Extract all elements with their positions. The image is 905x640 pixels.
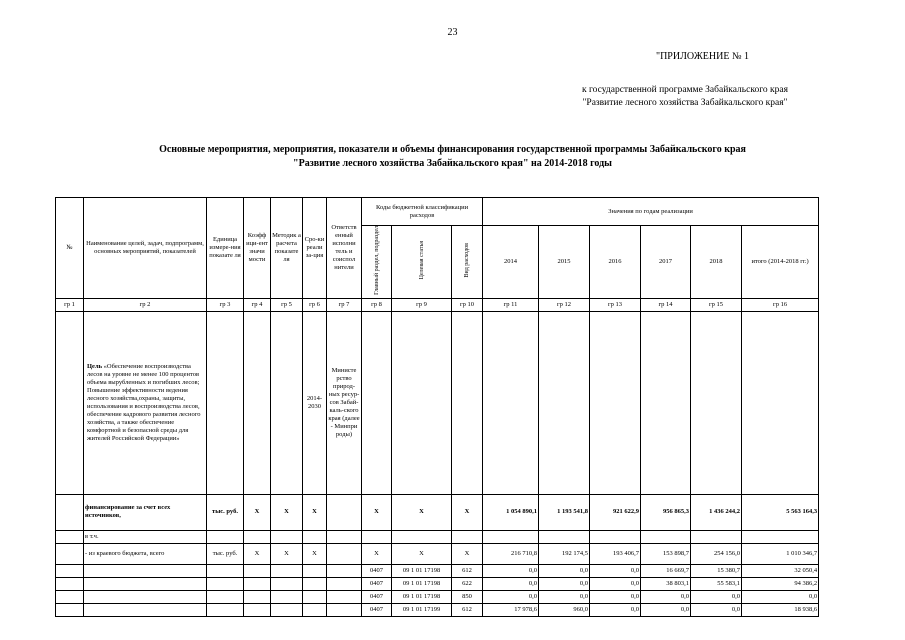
- column-number-row: [56, 298, 819, 311]
- header-coef: Коэфф ици-ент значи мости: [244, 198, 271, 299]
- goal-method: [271, 311, 303, 494]
- header-2014: 2014: [483, 226, 539, 299]
- budget-line-target: 09 1 01 17198: [392, 590, 452, 603]
- financing-target: X: [392, 494, 452, 530]
- empty-cell: [271, 590, 303, 603]
- column-number-cell: гр 3: [207, 298, 244, 311]
- goal-term: 2014-2030: [303, 311, 327, 494]
- budget-line-gr: 0407: [362, 577, 392, 590]
- regional-term: X: [303, 543, 327, 564]
- budget-line-y2016: 0,0: [590, 564, 641, 577]
- header-code-target: [392, 226, 452, 299]
- empty-cell: [327, 577, 362, 590]
- empty-cell: [244, 564, 271, 577]
- header-code-gr-text: Главный раздел, подраздел: [373, 226, 380, 295]
- financing-type: X: [452, 494, 483, 530]
- budget-line-total: 0,0: [742, 590, 819, 603]
- header-code-type: [452, 226, 483, 299]
- budget-line-type: 850: [452, 590, 483, 603]
- budget-line-y2014: 0,0: [483, 564, 539, 577]
- financing-2015: 1 193 541,8: [539, 494, 590, 530]
- financing-responsible: [327, 494, 362, 530]
- header-budget-codes: Коды бюджетной классификации расходов: [362, 198, 483, 226]
- regional-gr: X: [362, 543, 392, 564]
- including-empty: [244, 530, 271, 543]
- empty-cell: [56, 564, 84, 577]
- budget-line-y2016: 0,0: [590, 603, 641, 616]
- header-num: №: [56, 198, 84, 299]
- budget-line-target: 09 1 01 17199: [392, 603, 452, 616]
- including-empty: [691, 530, 742, 543]
- financing-coef: X: [244, 494, 271, 530]
- appendix-subtitle: [540, 84, 830, 110]
- header-row-1: [56, 198, 819, 226]
- empty-cell: [327, 603, 362, 616]
- empty-cell: [303, 603, 327, 616]
- column-number-cell: гр 15: [691, 298, 742, 311]
- budget-line-y2017: 0,0: [641, 603, 691, 616]
- financing-gr: X: [362, 494, 392, 530]
- subtitle-line-1: к государственной программе Забайкальского края: [582, 85, 788, 95]
- column-number-cell: гр 6: [303, 298, 327, 311]
- column-number-cell: гр 8: [362, 298, 392, 311]
- budget-line-row: [56, 603, 819, 616]
- including-num: [56, 530, 84, 543]
- goal-text: «Обеспечение воспроизводства лесов на уровне не менее 100 процентов объема вырубленных и погибших лесов; Повышение эффективности ведения лесного хозяйства,охраны, защиты, использования и воспроизводства лесов, обеспечение кадрового развития лесного хозяйства, а также обеспечение комфортной и безопасной среды для жителей Российской Федерации»: [87, 362, 201, 442]
- budget-line-row: [56, 577, 819, 590]
- header-2017: 2017: [641, 226, 691, 299]
- goal-empty: [590, 311, 641, 494]
- regional-num: [56, 543, 84, 564]
- budget-line-type: 612: [452, 564, 483, 577]
- header-term: Сро-ки реали за-ция: [303, 198, 327, 299]
- column-number-cell: гр 2: [84, 298, 207, 311]
- header-name: Наименование целей, задач, подпрограмм, основных мероприятий, показателей: [84, 198, 207, 299]
- column-number-cell: гр 9: [392, 298, 452, 311]
- empty-cell: [56, 590, 84, 603]
- header-code-target-text: Целевая статья: [418, 241, 425, 280]
- regional-unit: тыс. руб.: [207, 543, 244, 564]
- empty-cell: [271, 603, 303, 616]
- column-number-cell: гр 4: [244, 298, 271, 311]
- regional-row: [56, 543, 819, 564]
- budget-line-y2016: 0,0: [590, 590, 641, 603]
- header-unit: Единица измере-ния показате ля: [207, 198, 244, 299]
- goal-empty: [362, 311, 392, 494]
- goal-empty: [452, 311, 483, 494]
- regional-2015: 192 174,5: [539, 543, 590, 564]
- budget-line-y2017: 16 669,7: [641, 564, 691, 577]
- budget-line-y2018: 15 380,7: [691, 564, 742, 577]
- budget-line-y2015: 0,0: [539, 577, 590, 590]
- header-total: итого (2014-2018 гг.): [742, 226, 819, 299]
- budget-line-y2018: 0,0: [691, 603, 742, 616]
- header-method: Методик а расчета показате ля: [271, 198, 303, 299]
- financing-num: [56, 494, 84, 530]
- column-number-cell: гр 13: [590, 298, 641, 311]
- regional-target: X: [392, 543, 452, 564]
- budget-line-row: [56, 590, 819, 603]
- budget-line-total: 94 386,2: [742, 577, 819, 590]
- header-responsible: Ответств енный исполни тель и соиспол нители: [327, 198, 362, 299]
- including-row: [56, 530, 819, 543]
- empty-cell: [84, 590, 207, 603]
- goal-coef: [244, 311, 271, 494]
- including-empty: [303, 530, 327, 543]
- column-number-cell: гр 14: [641, 298, 691, 311]
- financing-2017: 956 865,3: [641, 494, 691, 530]
- empty-cell: [84, 603, 207, 616]
- budget-line-y2015: 960,0: [539, 603, 590, 616]
- empty-cell: [303, 590, 327, 603]
- including-empty: [742, 530, 819, 543]
- budget-line-target: 09 1 01 17198: [392, 564, 452, 577]
- financing-total: 5 563 164,3: [742, 494, 819, 530]
- empty-cell: [84, 577, 207, 590]
- budget-line-y2014: 0,0: [483, 577, 539, 590]
- including-empty: [590, 530, 641, 543]
- financing-row: [56, 494, 819, 530]
- budget-line-y2015: 0,0: [539, 590, 590, 603]
- including-empty: [452, 530, 483, 543]
- budget-line-y2014: 17 978,6: [483, 603, 539, 616]
- empty-cell: [244, 577, 271, 590]
- column-number-cell: гр 1: [56, 298, 84, 311]
- regional-total: 1 010 346,7: [742, 543, 819, 564]
- empty-cell: [271, 577, 303, 590]
- including-empty: [327, 530, 362, 543]
- header-values: Значения по годам реализации: [483, 198, 819, 226]
- budget-line-y2014: 0,0: [483, 590, 539, 603]
- financing-method: X: [271, 494, 303, 530]
- column-number-cell: гр 10: [452, 298, 483, 311]
- appendix-label: "ПРИЛОЖЕНИЕ № 1: [656, 51, 750, 62]
- regional-2018: 254 156,0: [691, 543, 742, 564]
- regional-2016: 193 406,7: [590, 543, 641, 564]
- budget-line-gr: 0407: [362, 603, 392, 616]
- document-title: [60, 143, 845, 171]
- including-empty: [641, 530, 691, 543]
- goal-num: [56, 311, 84, 494]
- empty-cell: [207, 590, 244, 603]
- goal-unit: [207, 311, 244, 494]
- goal-row: [56, 311, 819, 494]
- budget-line-y2015: 0,0: [539, 564, 590, 577]
- regional-responsible: [327, 543, 362, 564]
- goal-text-cell: [84, 311, 207, 494]
- budget-line-total: 18 938,6: [742, 603, 819, 616]
- header-2018: 2018: [691, 226, 742, 299]
- title-line-1: Основные мероприятия, мероприятия, показатели и объемы финансирования государственной программы Забайкальского края: [159, 144, 746, 155]
- regional-name: - из краевого бюджета, всего: [84, 543, 207, 564]
- financing-name: финансирование за счет всех источников,: [84, 494, 207, 530]
- column-number-cell: гр 16: [742, 298, 819, 311]
- empty-cell: [56, 603, 84, 616]
- page-number: 23: [447, 27, 458, 38]
- financing-2018: 1 436 244,2: [691, 494, 742, 530]
- including-label: в т.ч.: [84, 530, 207, 543]
- regional-2017: 153 898,7: [641, 543, 691, 564]
- goal-empty: [742, 311, 819, 494]
- empty-cell: [303, 564, 327, 577]
- empty-cell: [207, 564, 244, 577]
- empty-cell: [244, 590, 271, 603]
- goal-empty: [392, 311, 452, 494]
- budget-line-type: 622: [452, 577, 483, 590]
- column-number-cell: гр 11: [483, 298, 539, 311]
- including-empty: [271, 530, 303, 543]
- subtitle-line-2: "Развитие лесного хозяйства Забайкальского края": [582, 98, 788, 108]
- budget-line-y2018: 0,0: [691, 590, 742, 603]
- financing-unit: тыс. руб.: [207, 494, 244, 530]
- empty-cell: [207, 603, 244, 616]
- goal-empty: [691, 311, 742, 494]
- including-empty: [207, 530, 244, 543]
- empty-cell: [303, 577, 327, 590]
- column-number-cell: гр 12: [539, 298, 590, 311]
- budget-line-gr: 0407: [362, 564, 392, 577]
- financing-2014: 1 054 890,1: [483, 494, 539, 530]
- goal-responsible: Министе рство природ-ных ресур-сов Забай-каль-ского края (далее - Минпри роды): [327, 311, 362, 494]
- header-code-type-text: Вид расходов: [464, 243, 471, 278]
- goal-label: Цель: [87, 362, 103, 370]
- budget-line-y2017: 38 803,1: [641, 577, 691, 590]
- goal-empty: [539, 311, 590, 494]
- including-empty: [362, 530, 392, 543]
- empty-cell: [84, 564, 207, 577]
- header-2015: 2015: [539, 226, 590, 299]
- column-number-cell: гр 5: [271, 298, 303, 311]
- budget-line-y2018: 55 583,1: [691, 577, 742, 590]
- budget-line-target: 09 1 01 17198: [392, 577, 452, 590]
- goal-empty: [641, 311, 691, 494]
- financing-2016: 921 622,9: [590, 494, 641, 530]
- financing-term: X: [303, 494, 327, 530]
- regional-2014: 216 710,8: [483, 543, 539, 564]
- empty-cell: [271, 564, 303, 577]
- including-empty: [539, 530, 590, 543]
- goal-empty: [483, 311, 539, 494]
- budget-line-row: [56, 564, 819, 577]
- budget-line-y2016: 0,0: [590, 577, 641, 590]
- budget-line-gr: 0407: [362, 590, 392, 603]
- empty-cell: [207, 577, 244, 590]
- header-2016: 2016: [590, 226, 641, 299]
- title-line-2: "Развитие лесного хозяйства Забайкальского края" на 2014-2018 годы: [293, 158, 612, 169]
- including-empty: [483, 530, 539, 543]
- regional-type: X: [452, 543, 483, 564]
- empty-cell: [56, 577, 84, 590]
- regional-method: X: [271, 543, 303, 564]
- program-table: [55, 197, 819, 617]
- including-empty: [392, 530, 452, 543]
- empty-cell: [244, 603, 271, 616]
- regional-coef: X: [244, 543, 271, 564]
- empty-cell: [327, 564, 362, 577]
- column-number-cell: гр 7: [327, 298, 362, 311]
- budget-line-type: 612: [452, 603, 483, 616]
- budget-line-total: 32 050,4: [742, 564, 819, 577]
- empty-cell: [327, 590, 362, 603]
- header-code-gr: [362, 226, 392, 299]
- budget-line-y2017: 0,0: [641, 590, 691, 603]
